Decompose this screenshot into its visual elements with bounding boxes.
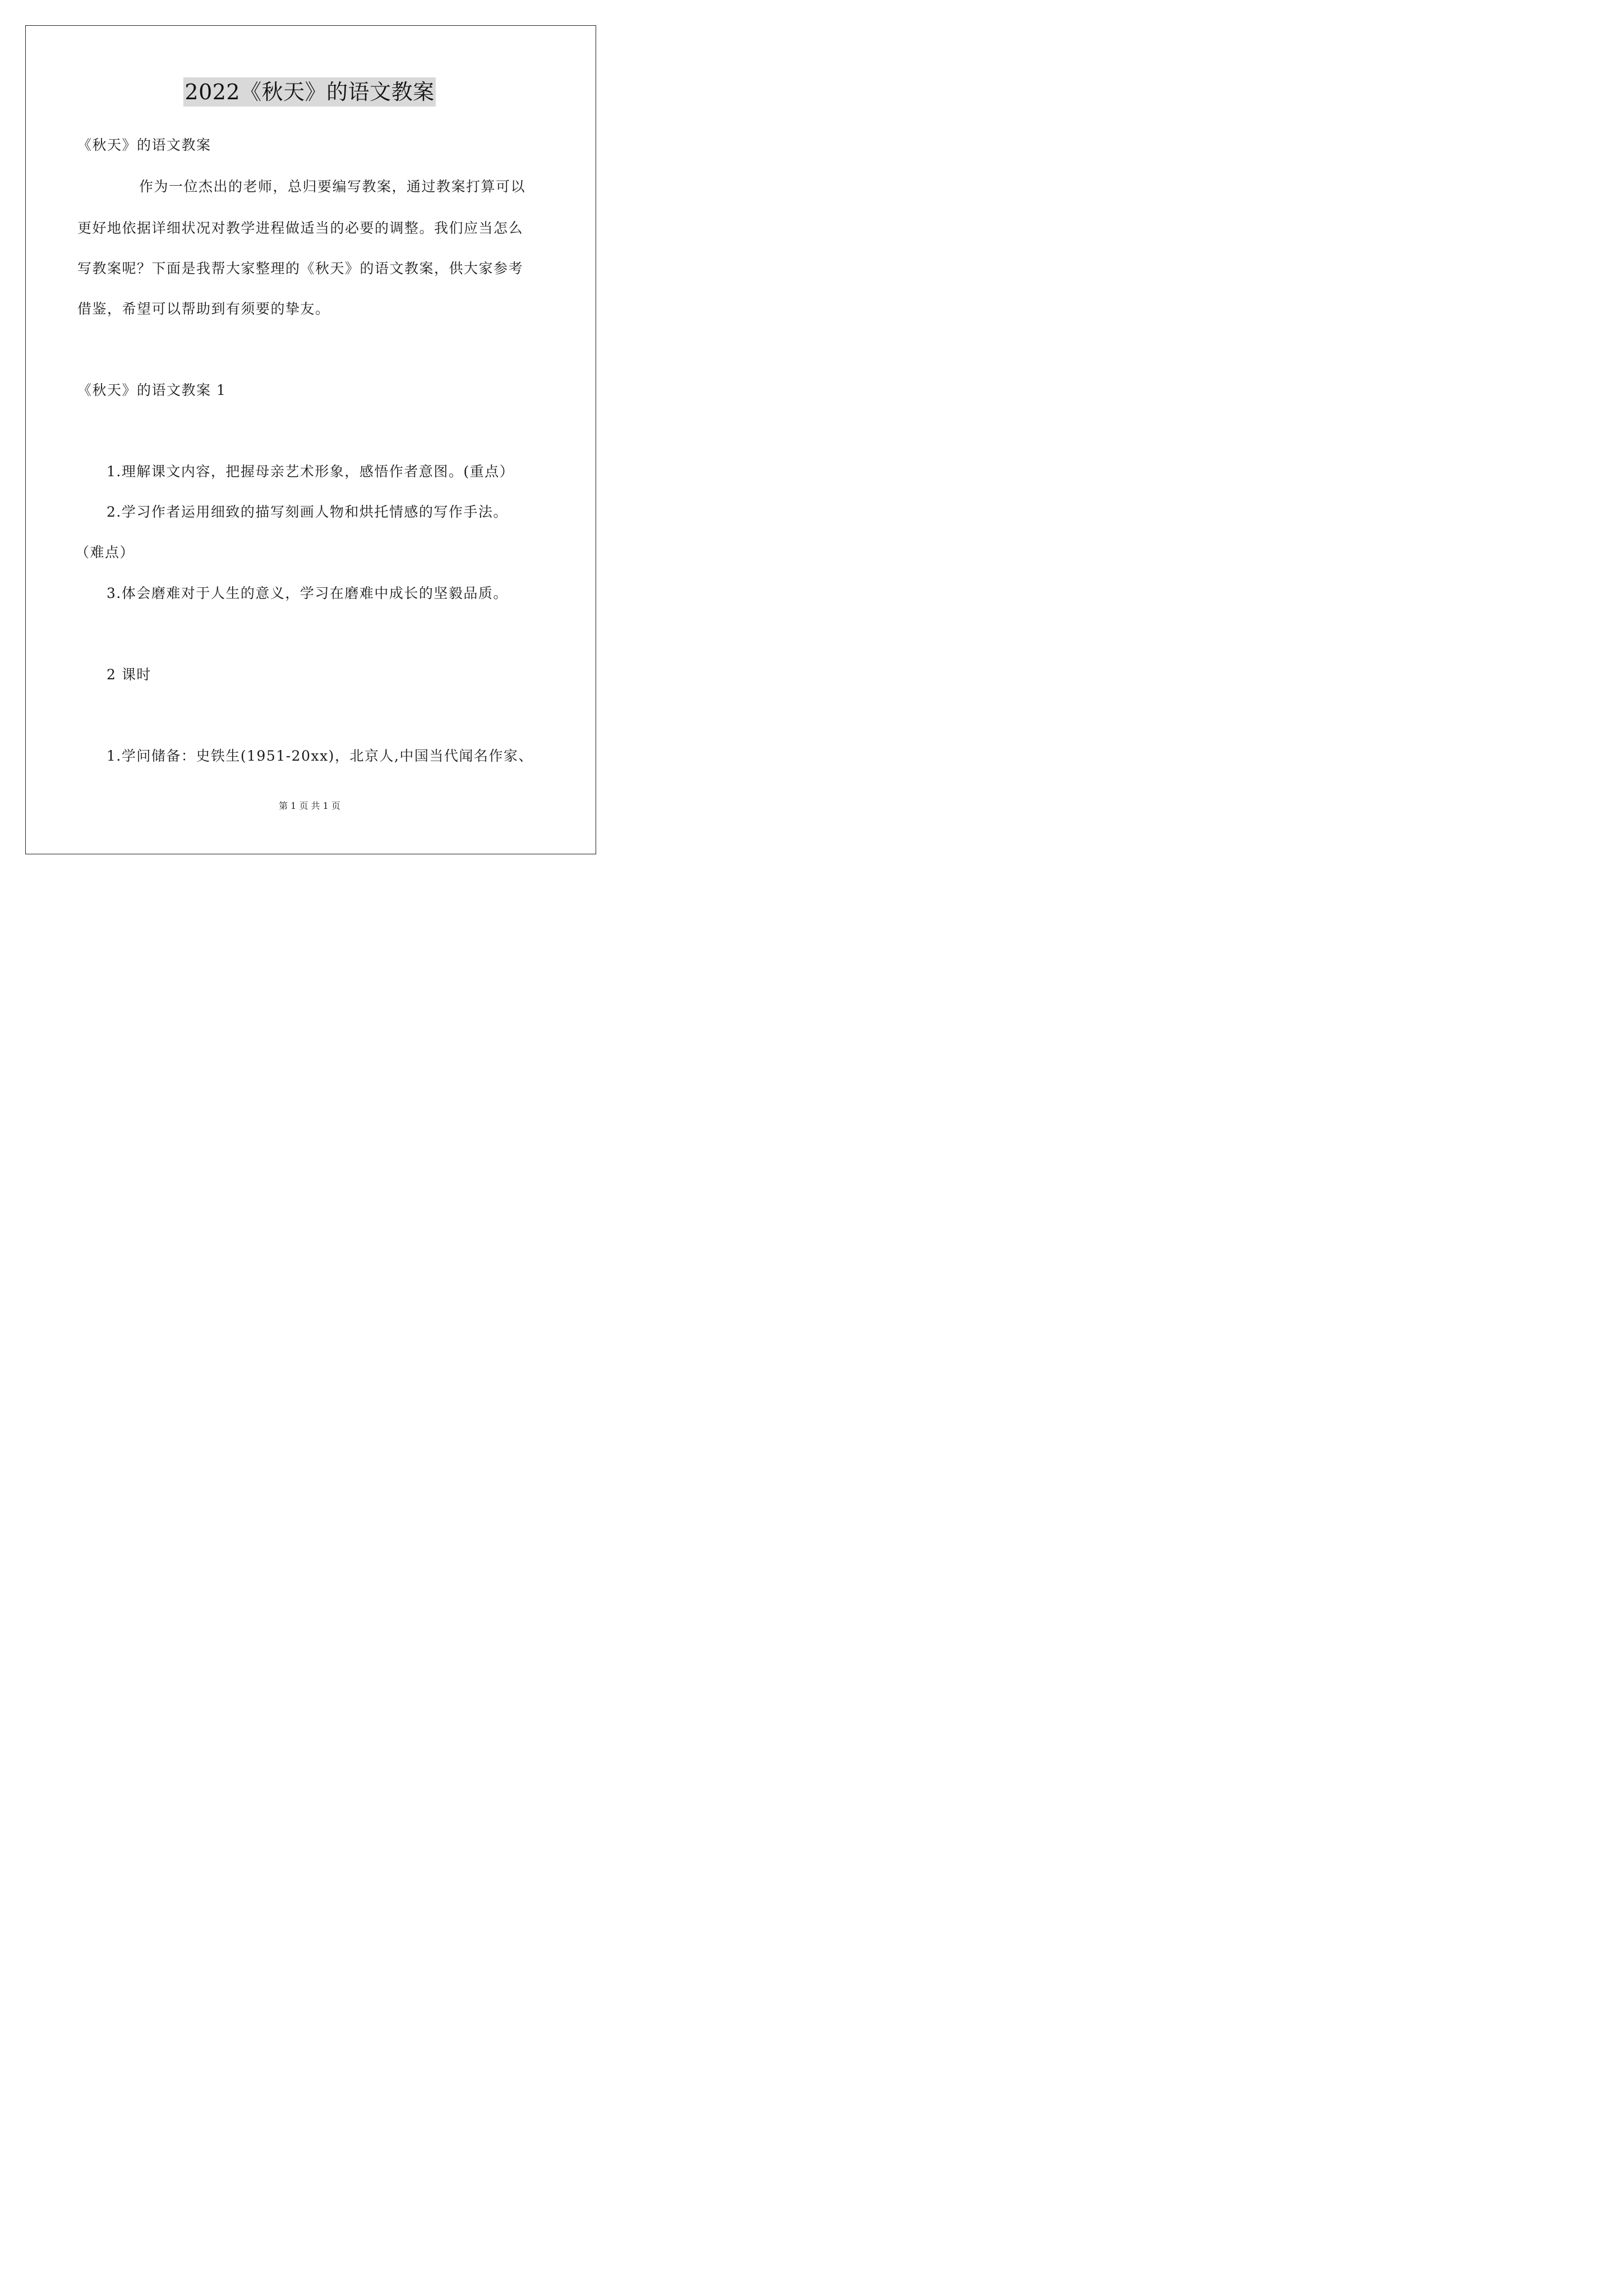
objective-2-note: （难点）	[75, 544, 135, 560]
intro-line-1: 作为一位杰出的老师，总归要编写教案，通过教案打算可以	[139, 178, 526, 195]
document-subtitle: 《秋天》的语文教案	[77, 137, 211, 153]
title-container	[0, 77, 619, 107]
document-title: 2022《秋天》的语文教案	[183, 77, 435, 107]
knowledge-line: 1.学问储备：史铁生(1951-20xx)，北京人,中国当代闻名作家、	[107, 748, 533, 764]
section-heading: 《秋天》的语文教案 1	[77, 382, 227, 398]
intro-line-3: 写教案呢？下面是我帮大家整理的《秋天》的语文教案，供大家参考	[77, 260, 524, 277]
intro-line-4: 借鉴，希望可以帮助到有须要的挚友。	[77, 301, 330, 317]
objective-1: 1.理解课文内容，把握母亲艺术形象，感悟作者意图。(重点）	[107, 463, 515, 480]
intro-line-2: 更好地依据详细状况对教学进程做适当的必要的调整。我们应当怎么	[77, 220, 524, 236]
objective-3: 3.体会磨难对于人生的意义，学习在磨难中成长的坚毅品质。	[107, 585, 508, 601]
objective-2: 2.学习作者运用细致的描写刻画人物和烘托情感的写作手法。	[107, 504, 508, 520]
page-footer: 第 1 页 共 1 页	[279, 800, 340, 811]
class-hours: 2 课时	[107, 666, 151, 683]
